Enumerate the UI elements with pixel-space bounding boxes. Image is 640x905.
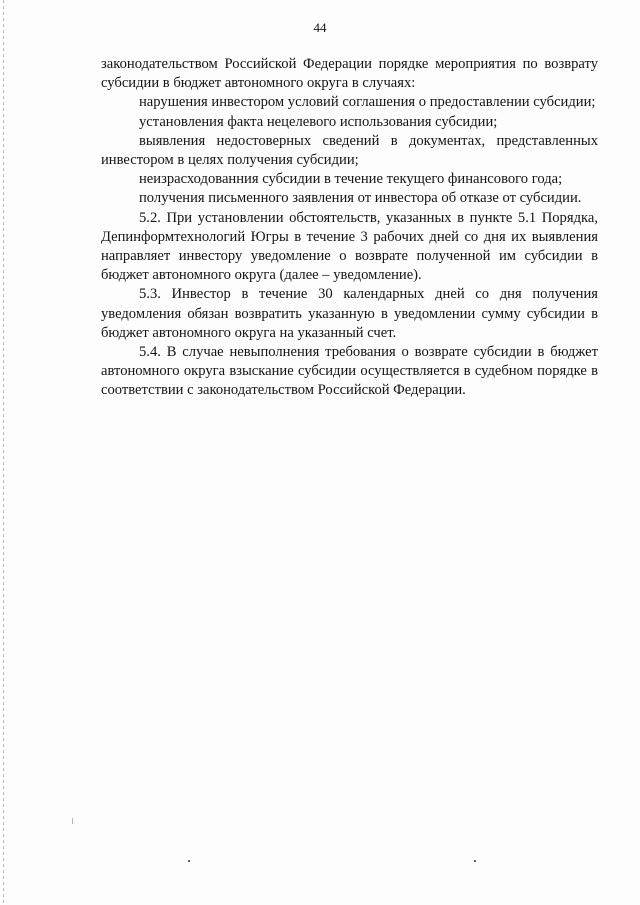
scan-speck bbox=[72, 818, 73, 824]
paragraph-case-refusal: получения письменного заявления от инвестора об отказе от субсидии. bbox=[139, 190, 582, 207]
paragraph-clause-5-4: 5.4. В случае невыполнения требования о возврате субсидии в бюджет автономного округа взыскание субсидии осуществляется в судебном порядке в соответствии с законодательством Российской Федерации. bbox=[101, 344, 598, 399]
page-number: 44 bbox=[313, 20, 327, 35]
scan-dot-left bbox=[188, 860, 190, 862]
paragraph-case-false-info: выявления недостоверных сведений в документах, представленных инвестором в целях получения субсидии; bbox=[101, 132, 598, 169]
paragraph-intro: законодательством Российской Федерации порядке мероприятия по возврату субсидии в бюджет автономного округа в случаях: bbox=[101, 56, 598, 92]
paragraph-case-unspent: неизрасходованния субсидии в течение текущего финансового года; bbox=[139, 171, 563, 188]
paragraph-clause-5-2: 5.2. При установлении обстоятельств, указанных в пункте 5.1 Порядка, Депинформтехнологий Югры в течение 3 рабочих дней со дня их выявления направляет инвестору уведомление о возврате полученной им субсидии в бюджет автономного округа (далее – уведомление). bbox=[101, 209, 598, 284]
scan-edge-mark bbox=[3, 0, 4, 905]
scan-dot-right bbox=[474, 860, 476, 862]
document-body bbox=[101, 55, 598, 401]
paragraph-clause-5-3: 5.3. Инвестор в течение 30 календарных дней со дня получения уведомления обязан возвратить указанную в уведомлении сумму субсидии в бюджет автономного округа на указанный счет. bbox=[101, 286, 598, 341]
paragraph-case-violation: нарушения инвестором условий соглашения о предоставлении субсидии; bbox=[139, 94, 596, 111]
paragraph-case-misuse: установления факта нецелевого использования субсидии; bbox=[139, 113, 498, 130]
